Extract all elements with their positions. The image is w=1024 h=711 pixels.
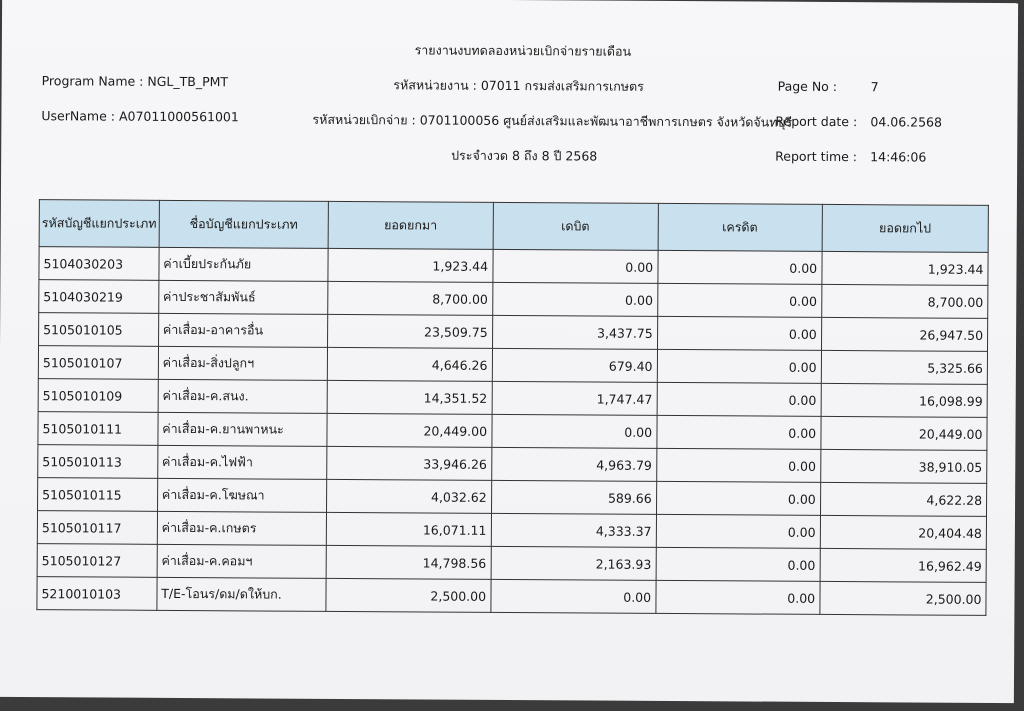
credit-cell: 0.00 <box>657 283 821 317</box>
closing-balance-cell: 2,500.00 <box>820 581 987 615</box>
user-name-label: UserName : <box>41 108 116 124</box>
credit-cell: 0.00 <box>657 382 821 416</box>
debit-cell: 3,437.75 <box>492 315 657 349</box>
period-line: ประจำงวด 8 ถึง 8 ปี 2568 <box>451 147 598 164</box>
agency-line: รหัสหน่วยงาน : 07011 กรมส่งเสริมการเกษตร <box>393 77 644 94</box>
opening-balance-cell: 14,798.56 <box>326 545 491 579</box>
account-name-cell: ค่าเสื่อม-ค.เกษตร <box>157 511 327 545</box>
opening-balance-cell: 1,923.44 <box>328 248 493 282</box>
closing-balance-cell: 16,962.49 <box>820 548 987 582</box>
account-code-cell: 5105010113 <box>38 445 158 479</box>
account-code-cell: 5210010103 <box>37 577 157 611</box>
report-date-label: Report date : <box>775 113 858 130</box>
program-name-label: Program Name : <box>41 73 144 89</box>
closing-balance-cell: 20,404.48 <box>820 515 987 549</box>
opening-balance-cell: 23,509.75 <box>328 314 493 348</box>
user-name <box>41 108 239 124</box>
table-row <box>37 577 986 616</box>
user-name-value: A07011000561001 <box>118 108 239 125</box>
trial-balance-table <box>36 199 988 616</box>
account-code-cell: 5105010117 <box>37 511 157 545</box>
opening-balance-cell: 16,071.11 <box>327 512 492 546</box>
closing-balance-cell: 26,947.50 <box>821 317 988 351</box>
credit-cell: 0.00 <box>656 448 820 482</box>
report-time-label: Report time : <box>775 148 858 165</box>
closing-balance-cell: 1,923.44 <box>822 251 989 285</box>
header-credit: เครดิต <box>658 203 822 251</box>
account-name-cell: ค่าเบี้ยประกันภัย <box>159 247 329 281</box>
opening-balance-cell: 2,500.00 <box>326 578 491 612</box>
debit-cell: 589.66 <box>491 480 656 514</box>
debit-cell: 1,747.47 <box>492 381 657 415</box>
credit-cell: 0.00 <box>656 481 820 515</box>
opening-balance-cell: 4,646.26 <box>328 347 493 381</box>
account-name-cell: ค่าเสื่อม-ค.คอมฯ <box>157 544 327 578</box>
closing-balance-cell: 8,700.00 <box>821 284 988 318</box>
account-code-cell: 5104030219 <box>39 280 159 314</box>
header-closing-balance: ยอดยกไป <box>822 204 989 252</box>
report-title: รายงานงบทดลองหน่วยเบิกจ่ายรายเดือน <box>414 42 632 59</box>
credit-cell: 0.00 <box>658 250 822 284</box>
credit-cell: 0.00 <box>657 349 821 383</box>
opening-balance-cell: 14,351.52 <box>327 380 492 414</box>
account-code-cell: 5105010127 <box>37 544 157 578</box>
report-time-value: 14:46:06 <box>870 149 927 165</box>
page-no-label: Page No : <box>777 78 838 95</box>
account-code-cell: 5105010115 <box>38 478 158 512</box>
closing-balance-cell: 5,325.66 <box>821 350 988 384</box>
debit-cell: 4,333.37 <box>491 513 656 547</box>
report-date-value: 04.06.2568 <box>870 114 943 130</box>
program-name-value: NGL_TB_PMT <box>147 73 229 90</box>
account-code-cell: 5105010107 <box>38 346 158 380</box>
credit-cell: 0.00 <box>657 415 821 449</box>
header-account-name: ชื่อบัญชีแยกประเภท <box>159 200 329 248</box>
credit-cell: 0.00 <box>656 580 820 614</box>
opening-balance-cell: 4,032.62 <box>327 479 492 513</box>
table-header-row <box>39 200 988 253</box>
account-name-cell: ค่าเสื่อม-ค.สนง. <box>158 379 328 413</box>
closing-balance-cell: 20,449.00 <box>821 416 988 450</box>
opening-balance-cell: 33,946.26 <box>327 446 492 480</box>
account-name-cell: ค่าเสื่อม-ค.โฆษณา <box>157 478 327 512</box>
credit-cell: 0.00 <box>656 514 820 548</box>
account-code-cell: 5105010109 <box>38 379 158 413</box>
debit-cell: 4,963.79 <box>491 447 656 481</box>
debit-cell: 0.00 <box>490 579 655 613</box>
debit-cell: 2,163.93 <box>491 546 656 580</box>
closing-balance-cell: 16,098.99 <box>821 383 988 417</box>
account-name-cell: ค่าเสื่อม-ค.ยานพาหนะ <box>158 412 328 446</box>
debit-cell: 0.00 <box>493 249 658 283</box>
account-code-cell: 5104030203 <box>39 247 159 281</box>
account-name-cell: ค่าเสื่อม-อาคารอื่น <box>158 313 328 347</box>
disbursing-unit-line: รหัสหน่วยเบิกจ่าย : 0701100056 ศูนย์ส่งเสริมและพัฒนาอาชีพการเกษตร จังหวัดจันทบุรี <box>312 111 793 130</box>
debit-cell: 0.00 <box>491 414 656 448</box>
header-debit: เดบิต <box>493 202 658 250</box>
opening-balance-cell: 20,449.00 <box>327 413 492 447</box>
header-account-code: รหัสบัญชีแยกประเภท <box>39 200 159 248</box>
credit-cell: 0.00 <box>656 547 820 581</box>
header-opening-balance: ยอดยกมา <box>328 201 493 249</box>
debit-cell: 679.40 <box>492 348 657 382</box>
page-no-value: 7 <box>870 79 879 95</box>
debit-cell: 0.00 <box>492 282 657 316</box>
credit-cell: 0.00 <box>657 316 821 350</box>
account-name-cell: ค่าเสื่อม-ค.ไฟฟ้า <box>157 445 327 479</box>
program-name <box>42 73 229 89</box>
account-name-cell: ค่าประชาสัมพันธ์ <box>158 280 328 314</box>
table-body <box>37 247 988 616</box>
account-code-cell: 5105010111 <box>38 412 158 446</box>
account-name-cell: T/E-โอนร/ดม/ดให้บก. <box>157 577 327 611</box>
account-name-cell: ค่าเสื่อม-สิ่งปลูกฯ <box>158 346 328 380</box>
account-code-cell: 5105010105 <box>39 313 159 347</box>
closing-balance-cell: 38,910.05 <box>820 449 987 483</box>
opening-balance-cell: 8,700.00 <box>328 281 493 315</box>
closing-balance-cell: 4,622.28 <box>820 482 987 516</box>
